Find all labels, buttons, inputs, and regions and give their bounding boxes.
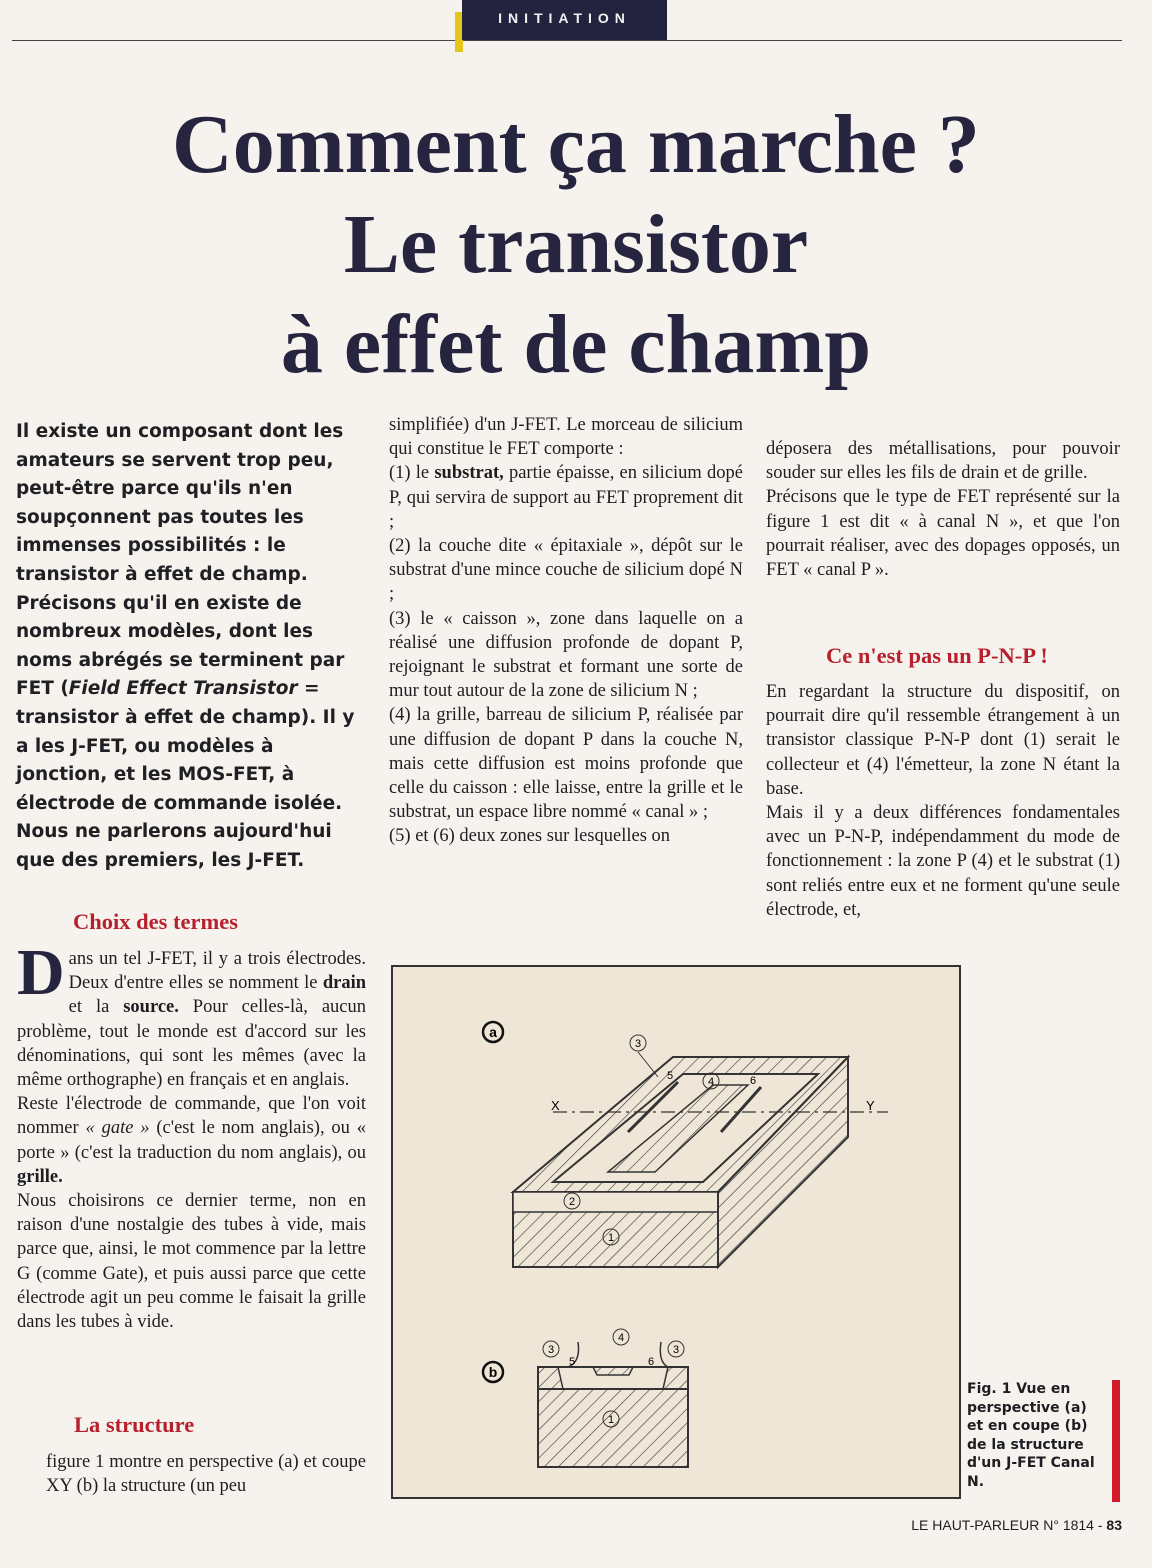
section-label-6: 6 (648, 1356, 655, 1368)
text-span: et la (68, 997, 124, 1018)
heading-la-structure: La structure (74, 1412, 195, 1437)
bold-term: substrat, (434, 463, 504, 484)
drop-cap: D (17, 936, 65, 1009)
bold-term: source. (123, 997, 179, 1018)
column-choix-text (17, 936, 367, 1334)
title-line-2: Le transistor (343, 198, 809, 291)
paragraph: (3) le « caisson », zone dans laquelle on a réalisé une diffusion profonde de dopant P, rejoignant le substrat et formant une sorte de mur tout autour de la zone de silicium N ; (389, 608, 743, 702)
part-label-4: 4 (707, 1076, 715, 1088)
page-title (0, 95, 1152, 395)
paragraph (17, 1092, 366, 1189)
intro-text-span: Précisons qu'il en existe de nombreux modèles, dont les noms abrégés se terminent par FET ( (16, 592, 345, 700)
section-label-3-left: 3 (547, 1344, 555, 1356)
bold-term: drain (322, 973, 366, 994)
text-span: (c'est le nom anglais), ou « porte » (c'est la traduction du nom anglais), ou (17, 1118, 366, 1163)
intro-paragraph (16, 590, 362, 819)
heading-choix-des-termes: Choix des termes (73, 909, 238, 934)
part-label-5: 5 (667, 1070, 674, 1082)
section-label-4: 4 (617, 1332, 625, 1344)
paragraph: simplifiée) d'un J-FET. Le morceau de silicium qui constitue le FET comporte : (389, 415, 743, 460)
paragraph: Mais il y a deux différences fondamentales avec un P-N-P, indépendamment du mode de fonctionnement : la zone P (4) et le substrat (1) sont reliés entre eux et ne forment qu'une seule électrode, et, (766, 803, 1120, 920)
perspective-view (513, 1052, 888, 1267)
caption-accent-bar (1112, 1380, 1120, 1502)
section-label-3-right: 3 (672, 1344, 680, 1356)
intro-paragraph: Il existe un composant dont les amateurs se servent trop peu, peut-être parce qu'ils n'en soupçonnent pas toutes les immenses possibilités : le transistor à effet de champ. (16, 421, 344, 585)
column-3-lower (766, 680, 1120, 922)
heading-pnp: Ce n'est pas un P-N-P ! (826, 643, 1048, 668)
bold-term: grille. (17, 1166, 63, 1187)
intro-italic: Field Effect Transistor (68, 678, 298, 700)
cross-section-view (538, 1342, 688, 1467)
paragraph: Précisons que le type de FET représenté sur la figure 1 est dit « à canal N », et que l'on pourrait réaliser, avec des dopages opposés, un FET « canal P ». (766, 487, 1120, 581)
axis-label-y: Y (866, 1098, 875, 1113)
paragraph: (4) la grille, barreau de silicium P, réalisée par une diffusion de dopant P dans la couche N, mais cette diffusion est moins profonde que celle du caisson : elle laisse, entre la grille et le substrat, un espace libre nommé « canal » ; (389, 705, 743, 823)
part-label-3: 3 (634, 1038, 642, 1050)
page-footer (911, 1517, 1122, 1533)
text-span: ans un tel J-FET, il y a trois électrodes. Deux d'entre elles se nomment le (68, 949, 366, 994)
column-3 (766, 437, 1120, 582)
paragraph (389, 461, 743, 534)
page-number: 83 (1106, 1517, 1122, 1533)
header-rule (12, 40, 1122, 41)
text-span: Reste l'électrode de commande, que l'on voit nommer (17, 1094, 366, 1139)
part-label-6: 6 (750, 1075, 757, 1087)
figure-label-b: b (488, 1364, 498, 1380)
figure-1 (391, 965, 961, 1499)
intro-paragraph: Nous ne parlerons aujourd'hui que des premiers, les J-FET. (16, 821, 332, 871)
italic-term: « gate » (85, 1118, 150, 1139)
figure-label-a: a (489, 1024, 497, 1040)
column-structure-text (46, 1450, 366, 1498)
section-label-5: 5 (569, 1356, 576, 1368)
intro-text-span: = transistor à effet de champ). Il y a les J-FET, ou modèles à jonction, et les MOS-FET, à électrode de commande isolée. (16, 678, 355, 814)
axis-label-x: X (551, 1098, 560, 1113)
paragraph: En regardant la structure du dispositif, on pourrait dire qu'il ressemble étrangement à un transistor classique P-N-P dont (1) serait le collecteur et (4) l'émetteur, la zone N étant la base. (766, 682, 1120, 799)
title-line-3: à effet de champ (280, 298, 872, 391)
jfet-structure-diagram (393, 967, 959, 1497)
intro-text (16, 418, 362, 876)
figure-caption: Fig. 1 Vue en perspective (a) et en coupe (b) de la structure d'un J-FET Canal N. (967, 1381, 1095, 1490)
paragraph: (5) et (6) deux zones sur lesquelles on (389, 826, 671, 847)
paragraph: (2) la couche dite « épitaxiale », dépôt sur le substrat d'une mince couche de silicium dopé N ; (389, 536, 743, 605)
title-line-1: Comment ça marche ? (172, 98, 980, 191)
magazine-issue: LE HAUT-PARLEUR N° 1814 - (911, 1517, 1107, 1533)
text-span: partie épaisse, en silicium dopé P, qui servira de support au FET proprement dit ; (389, 463, 743, 532)
text-span: (1) le (389, 463, 435, 484)
paragraph: déposera des métallisations, pour pouvoir souder sur elles les fils de drain et de grille. (766, 439, 1120, 484)
part-label-1: 1 (607, 1232, 615, 1244)
section-label-1: 1 (607, 1414, 615, 1426)
paragraph: Nous choisirons ce dernier terme, non en raison d'une nostalgie des tubes à vide, mais parce que, ainsi, le mot commence par la lettre G (comme Gate), et puis aussi parce que cette électrode agit un peu comme le faisait la grille dans les tubes à vide. (17, 1191, 366, 1333)
paragraph (17, 936, 367, 1092)
paragraph: figure 1 montre en perspective (a) et coupe XY (b) la structure (un peu (46, 1452, 366, 1497)
section-tag: INITIATION (462, 0, 667, 40)
text-span: Pour celles-là, aucun problème, tout le monde est d'accord sur les dénominations, qui sont les mêmes (avec la même orthographe) en français et en anglais. (17, 997, 367, 1091)
column-2 (389, 413, 743, 849)
part-label-2: 2 (568, 1196, 576, 1208)
